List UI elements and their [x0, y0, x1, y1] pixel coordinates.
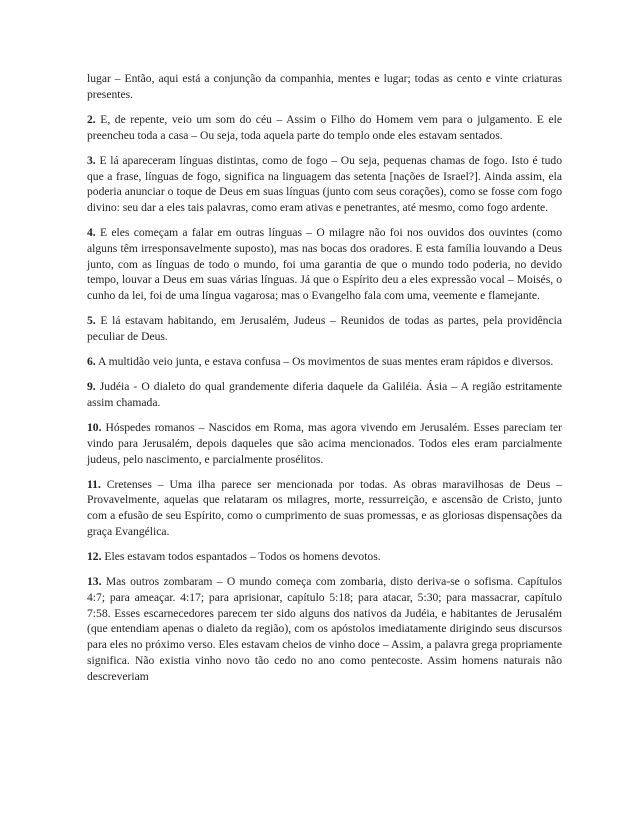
paragraph-verse-13	[87, 574, 562, 684]
paragraph-1	[87, 71, 562, 102]
paragraph-verse-9	[87, 379, 562, 410]
verse-number: 11.	[87, 477, 101, 491]
paragraph-text: Mas outros zombaram – O mundo começa com zombaria, disto deriva-se o sofisma. Capítulos 4:7; para ameaçar. 4:17; para aprisionar, capítulo 5:18; para atacar, 5:30; para massacrar, capítulo 7:58. Esses escarnecedores parecem ter sido alguns dos nativos da Judéia, e habitantes de Jerusalém (que entendiam apenas o dialeto da região), com os apóstolos imediatamente dirigindo seus discursos para eles no próximo verso. Eles estavam cheios de vinho doce – Assim, a palavra grega propriamente significa. Não existia vinho novo tão cedo no ano como pentecoste. Assim homens naturais não descreveriam	[87, 575, 562, 683]
paragraph-text: E, de repente, veio um som do céu – Assim o Filho do Homem vem para o julgamento. E ele preencheu toda a casa – Ou seja, toda aquela parte do templo onde eles estavam sentados.	[87, 112, 562, 142]
paragraph-text: Hóspedes romanos – Nascidos em Roma, mas agora vivendo em Jerusalém. Esses pareciam ter vindo para Jerusalém, depois daqueles que são acima mencionados. Todos eles eram parcialmente judeus, pelo nascimento, e parcialmente prosélitos.	[87, 421, 562, 466]
paragraph-verse-5	[87, 313, 562, 344]
paragraph-verse-3	[87, 153, 562, 216]
verse-number: 5.	[87, 314, 96, 328]
paragraph-text: lugar – Então, aqui está a conjunção da companhia, mentes e lugar; todas as cento e vinte criaturas presentes.	[87, 72, 562, 101]
verse-number: 12.	[87, 550, 102, 564]
paragraph-verse-12	[87, 549, 562, 565]
paragraph-verse-6	[87, 354, 562, 370]
paragraph-text: E lá apareceram línguas distintas, como de fogo – Ou seja, pequenas chamas de fogo. Isto é tudo que a frase, línguas de fogo, significa na linguagem das setenta [nações de Israel?]. Ainda assim, ela poderia anunciar o toque de Deus em suas línguas (junto com seus corações), como se fosse com fogo divino: seu dar a eles tais palavras, como eram ativas e penetrantes, até mesmo, como fogo ardente.	[87, 153, 562, 214]
verse-number: 4.	[87, 226, 96, 240]
verse-number: 2.	[87, 112, 96, 126]
verse-number: 10.	[87, 421, 102, 435]
paragraph-verse-4	[87, 225, 562, 304]
paragraph-text: E lá estavam habitando, em Jerusalém, Judeus – Reunidos de todas as partes, pela providência peculiar de Deus.	[87, 314, 562, 343]
paragraph-text: E eles começam a falar em outras línguas – O milagre não foi nos ouvidos dos ouvintes (como alguns têm irresponsavelmente suposto), mas nas bocas dos oradores. E esta família louvando a Deus junto, com as línguas de todo o mundo, foi uma garantia de que o mundo todo poderia, no devido tempo, louvar a Deus em suas várias línguas. Já que o Espírito deu a eles expressão vocal – Moisés, o cunho da lei, foi de uma língua vagarosa; mas o Evangelho fala com uma, veemente e flamejante.	[87, 226, 562, 302]
paragraph-verse-11	[87, 477, 562, 540]
document-page	[87, 71, 562, 694]
paragraph-verse-10	[87, 420, 562, 467]
verse-number: 9.	[87, 380, 96, 394]
paragraph-text: Eles estavam todos espantados – Todos os homens devotos.	[101, 550, 381, 564]
paragraph-text: A multidão veio junta, e estava confusa – Os movimentos de suas mentes eram rápidos e diversos.	[95, 355, 554, 369]
paragraph-text: Cretenses – Uma ilha parece ser mencionada por todas. As obras maravilhosas de Deus – Provavelmente, aquelas que relataram os milagres, morte, ressurreição, e ascensão de Cristo, junto com a efusão de seu Espírito, como o cumprimento de suas promessas, e as gloriosas dispensações da graça Evangélica.	[87, 477, 562, 538]
verse-number: 13.	[87, 575, 102, 589]
verse-number: 3.	[87, 153, 96, 167]
verse-number: 6.	[87, 355, 96, 369]
paragraph-text: Judéia - O dialeto do qual grandemente diferia daquele da Galiléia. Ásia – A região estritamente assim chamada.	[87, 380, 562, 409]
paragraph-verse-2	[87, 112, 562, 143]
